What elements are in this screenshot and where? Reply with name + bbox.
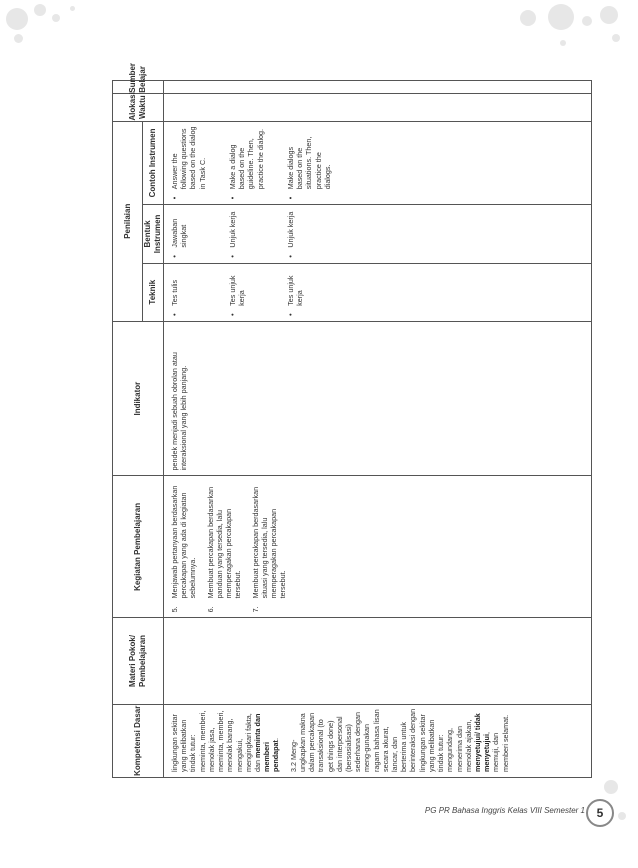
bullet-icon: • <box>286 255 295 258</box>
contoh-item <box>286 126 332 200</box>
teknik-item <box>170 268 228 316</box>
kegiatan-item-text: Membuat percakapan berdasarkan situasi yang tersedia, lalu memperagakan percakapan tersebut. <box>250 486 288 599</box>
kompetensi-text-2: 3.2 Meng-ungkapkan makna dalam percakapan transaksional (to get things done) dan interpersonal (bersosialisasi) sederhana dengan meng-gunakan ragam bahasa lisan secara akurat, lancar, dan berterima untuk berinteraksi dengan lingkungan sekitar yang melibatkan tindak tutur: mengundang, menerima dan menolak ajakan, <box>288 708 473 772</box>
cell-kegiatan-pembelajaran <box>164 476 592 618</box>
header-kegiatan-pembelajaran: Kegiatan Pembelajaran <box>113 476 164 618</box>
contoh-item-text: Answer the following questions based on the dialog in Task C. <box>170 126 207 190</box>
kompetensi-text <box>170 709 281 772</box>
bullet-icon: • <box>228 255 237 258</box>
kompetensi-bold-2: menyetujui/ tidak menyetujui <box>473 713 492 772</box>
bullet-icon: • <box>228 196 237 200</box>
decorative-dot <box>604 780 618 794</box>
cell-sumber-belajar <box>164 81 592 94</box>
decorative-dot <box>560 40 566 46</box>
bentuk-item-text: Unjuk kerja <box>228 211 237 248</box>
indikator-text: pendek menjadi sebuah obrolan atau interaksional yang lebih panjang. <box>170 352 189 471</box>
contoh-item-text: Make dialogs based on the situations. Then, practice the dialogs. <box>286 136 332 190</box>
teknik-item <box>286 268 304 316</box>
cell-alokasi-waktu <box>164 93 592 121</box>
page-number: 5 <box>586 799 614 827</box>
decorative-dot <box>6 8 28 30</box>
header-penilaian: Penilaian <box>113 121 143 321</box>
bentuk-item-text: Unjuk kerja <box>286 211 295 248</box>
kegiatan-item-text: Membuat percakapan berdasarkan panduan yang tersedia, lalu memperagakan percakapan tersebut. <box>205 486 243 599</box>
lesson-plan-table <box>112 62 592 778</box>
cell-materi-pokok <box>164 618 592 704</box>
kegiatan-item-number: 7. <box>250 606 260 613</box>
teknik-item-text: Tes unjuk kerja <box>228 275 247 306</box>
header-contoh-instrumen: Contoh Instrumen <box>143 121 164 205</box>
bentuk-item <box>170 209 228 257</box>
decorative-dot <box>34 4 46 16</box>
decorative-dot <box>618 812 626 820</box>
cell-bentuk-instrumen <box>164 205 592 263</box>
kompetensi-text-1: lingkungan sekitar yang melibatkan tindak tutur: meminta, memberi, menolak jasa, meminta, memberi, menolak barang, mengakui, mengingkari fakta, dan <box>170 710 262 772</box>
lesson-plan-table-wrapper <box>112 62 592 778</box>
bullet-icon: • <box>170 255 179 258</box>
header-sumber-belajar: Sumber Belajar <box>113 81 164 94</box>
bentuk-item <box>286 209 295 257</box>
teknik-item <box>228 268 286 316</box>
kompetensi-bold-1: meminta dan memberi pendapat <box>252 713 281 772</box>
decorative-dot <box>52 14 60 22</box>
kompetensi-3-2 <box>289 709 510 772</box>
decorative-dot <box>520 10 536 26</box>
decorative-dot <box>14 34 23 43</box>
header-kompetensi-dasar: Kompetensi Dasar <box>113 704 164 777</box>
header-teknik: Teknik <box>143 263 164 321</box>
header-alokasi-waktu: Alokasi Waktu <box>113 93 164 121</box>
contoh-item <box>170 126 228 200</box>
bullet-icon: • <box>170 196 179 200</box>
teknik-item-text: Tes tulis <box>170 279 179 306</box>
header-materi-pokok: Materi Pokok/ Pembelajaran <box>113 618 164 704</box>
bullet-icon: • <box>286 313 295 316</box>
kegiatan-item-text: Menjawab pertanyaan berdasarkan percakapan yang ada di kegiatan sebelumnya. <box>170 485 198 599</box>
kegiatan-item <box>170 480 198 612</box>
bullet-icon: • <box>170 313 179 316</box>
cell-contoh-instrumen <box>164 121 592 205</box>
decorative-dot <box>600 6 618 24</box>
header-bentuk-instrumen: Bentuk Instrumen <box>143 205 164 263</box>
header-indikator: Indikator <box>113 321 164 476</box>
decorative-dot <box>612 34 620 42</box>
cell-teknik <box>164 263 592 321</box>
kompetensi-text-3: , memuji, dan memberi selamat. <box>482 714 510 772</box>
decorative-dot <box>582 16 592 26</box>
footer-title: PG PR Bahasa Inggris Kelas VIII Semester 1 <box>424 806 585 815</box>
contoh-item-text: Make a dialog based on the guideline. Then, practice the dialog. <box>228 128 265 190</box>
cell-indikator <box>164 321 592 476</box>
cell-kompetensi-dasar <box>164 704 592 777</box>
decorative-dot <box>70 6 75 11</box>
bentuk-item-text: Jawaban singkat <box>170 218 189 248</box>
bullet-icon: • <box>286 196 295 200</box>
decorative-dot <box>548 4 574 30</box>
bentuk-item <box>228 209 286 257</box>
kegiatan-item <box>206 480 243 612</box>
kegiatan-item <box>251 480 288 612</box>
bullet-icon: • <box>228 313 237 316</box>
kegiatan-item-number: 5. <box>170 606 179 613</box>
kegiatan-item-number: 6. <box>205 606 215 613</box>
teknik-item-text: Tes unjuk kerja <box>286 275 305 306</box>
kompetensi-period: . <box>271 738 281 741</box>
contoh-item <box>228 126 286 200</box>
